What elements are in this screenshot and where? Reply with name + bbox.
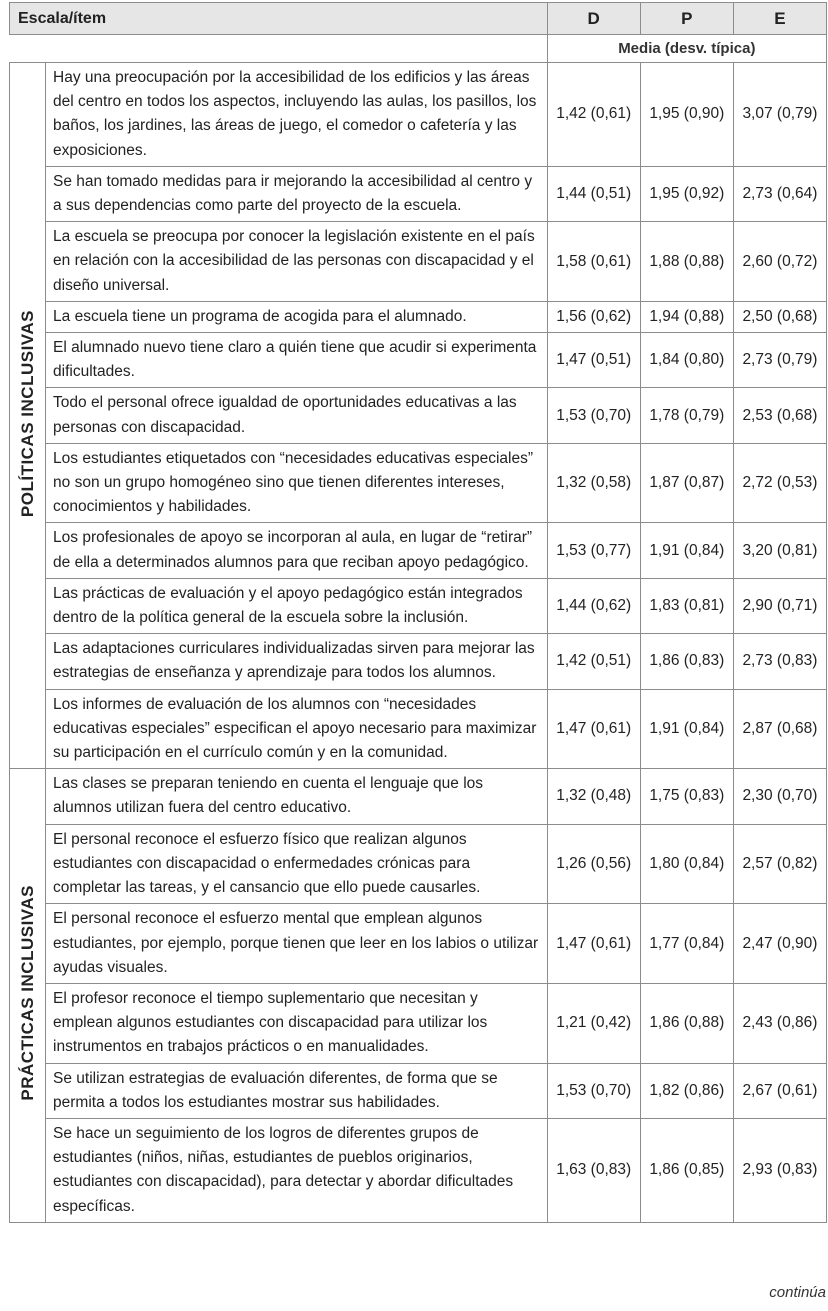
section-label: POLÍTICAS INCLUSIVAS (17, 309, 37, 517)
section-label-cell (10, 769, 46, 1222)
value-p: 1,86 (0,83) (640, 634, 733, 689)
item-text: Las prácticas de evaluación y el apoyo pedagógico están integrados dentro de la política general de la escuela sobre la inclusión. (46, 578, 548, 633)
table-row (10, 769, 827, 824)
value-d: 1,32 (0,48) (547, 769, 640, 824)
item-text: Hay una preocupación por la accesibilidad de los edificios y las áreas del centro en todos los aspectos, incluyendo las aulas, los pasillos, los baños, los jardines, las áreas de juego, el comedor o cafetería y las exposiciones. (46, 63, 548, 167)
table-row (10, 824, 827, 904)
value-d: 1,53 (0,77) (547, 523, 640, 578)
value-d: 1,47 (0,61) (547, 904, 640, 984)
value-e: 2,72 (0,53) (733, 443, 826, 523)
header-col-p: P (640, 3, 733, 35)
header-row (10, 3, 827, 35)
header-col-e: E (733, 3, 826, 35)
table-body (10, 63, 827, 1223)
value-p: 1,87 (0,87) (640, 443, 733, 523)
value-e: 3,07 (0,79) (733, 63, 826, 167)
value-p: 1,95 (0,92) (640, 166, 733, 221)
item-text: El alumnado nuevo tiene claro a quién tiene que acudir si experimenta dificultades. (46, 333, 548, 388)
item-text: Los estudiantes etiquetados con “necesidades educativas especiales” no son un grupo homogéneo sino que tienen diferentes intereses, conocimientos y habilidades. (46, 443, 548, 523)
item-text: El profesor reconoce el tiempo suplementario que necesitan y emplean algunos estudiantes con discapacidad para utilizar los instrumentos en trabajos prácticos o en manualidades. (46, 983, 548, 1063)
subheader-blank (10, 35, 548, 63)
value-p: 1,84 (0,80) (640, 333, 733, 388)
table-row (10, 333, 827, 388)
item-text: La escuela tiene un programa de acogida para el alumnado. (46, 301, 548, 332)
value-e: 2,57 (0,82) (733, 824, 826, 904)
value-p: 1,86 (0,88) (640, 983, 733, 1063)
value-d: 1,42 (0,61) (547, 63, 640, 167)
table-row (10, 904, 827, 984)
value-e: 2,50 (0,68) (733, 301, 826, 332)
item-text: El personal reconoce el esfuerzo mental que emplean algunos estudiantes, por ejemplo, porque tienen que leer en los labios o utilizar ayudas visuales. (46, 904, 548, 984)
value-p: 1,77 (0,84) (640, 904, 733, 984)
item-text: Los profesionales de apoyo se incorporan al aula, en lugar de “retirar” de ella a determinados alumnos para que reciban apoyo pedagógico. (46, 523, 548, 578)
item-text: Todo el personal ofrece igualdad de oportunidades educativas a las personas con discapacidad. (46, 388, 548, 443)
value-d: 1,21 (0,42) (547, 983, 640, 1063)
table-row (10, 222, 827, 302)
value-p: 1,83 (0,81) (640, 578, 733, 633)
value-e: 2,93 (0,83) (733, 1118, 826, 1222)
item-text: La escuela se preocupa por conocer la legislación existente en el país en relación con la accesibilidad de las personas con discapacidad y el diseño universal. (46, 222, 548, 302)
value-p: 1,91 (0,84) (640, 523, 733, 578)
value-d: 1,32 (0,58) (547, 443, 640, 523)
value-e: 2,30 (0,70) (733, 769, 826, 824)
value-p: 1,78 (0,79) (640, 388, 733, 443)
continues-note: continúa (769, 1284, 826, 1301)
value-d: 1,53 (0,70) (547, 1063, 640, 1118)
item-text: Las clases se preparan teniendo en cuenta el lenguaje que los alumnos utilizan fuera del centro educativo. (46, 769, 548, 824)
value-e: 2,53 (0,68) (733, 388, 826, 443)
subheader-label: Media (desv. típica) (547, 35, 826, 63)
value-d: 1,44 (0,51) (547, 166, 640, 221)
item-text: Los informes de evaluación de los alumnos con “necesidades educativas especiales” especifican el apoyo necesario para maximizar su participación en el currículo común y en la comunidad. (46, 689, 548, 769)
item-text: El personal reconoce el esfuerzo físico que realizan algunos estudiantes con discapacidad o enfermedades crónicas para completar las tareas, y el cansancio que ello puede causarles. (46, 824, 548, 904)
value-d: 1,56 (0,62) (547, 301, 640, 332)
section-label: PRÁCTICAS INCLUSIVAS (17, 885, 37, 1101)
value-e: 2,73 (0,64) (733, 166, 826, 221)
value-p: 1,86 (0,85) (640, 1118, 733, 1222)
value-d: 1,47 (0,61) (547, 689, 640, 769)
table-row (10, 443, 827, 523)
table-row (10, 983, 827, 1063)
table-row (10, 578, 827, 633)
value-d: 1,63 (0,83) (547, 1118, 640, 1222)
table-row (10, 634, 827, 689)
value-d: 1,44 (0,62) (547, 578, 640, 633)
value-e: 2,67 (0,61) (733, 1063, 826, 1118)
value-d: 1,47 (0,51) (547, 333, 640, 388)
value-p: 1,88 (0,88) (640, 222, 733, 302)
item-text: Las adaptaciones curriculares individualizadas sirven para mejorar las estrategias de enseñanza y aprendizaje para todos los alumnos. (46, 634, 548, 689)
table-row (10, 1118, 827, 1222)
value-p: 1,75 (0,83) (640, 769, 733, 824)
value-e: 2,73 (0,79) (733, 333, 826, 388)
subheader-row (10, 35, 827, 63)
value-p: 1,91 (0,84) (640, 689, 733, 769)
table-row (10, 301, 827, 332)
item-text: Se hace un seguimiento de los logros de diferentes grupos de estudiantes (niños, niñas, estudiantes de pueblos originarios, estudiantes con discapacidad), para detectar y abordar dificultades específicas. (46, 1118, 548, 1222)
table-row (10, 63, 827, 167)
table-row (10, 523, 827, 578)
table-row (10, 689, 827, 769)
value-d: 1,53 (0,70) (547, 388, 640, 443)
table-row (10, 388, 827, 443)
table-row (10, 166, 827, 221)
value-p: 1,95 (0,90) (640, 63, 733, 167)
value-e: 2,87 (0,68) (733, 689, 826, 769)
value-e: 2,90 (0,71) (733, 578, 826, 633)
header-scale-item: Escala/ítem (10, 3, 548, 35)
value-e: 2,73 (0,83) (733, 634, 826, 689)
value-d: 1,58 (0,61) (547, 222, 640, 302)
value-e: 2,60 (0,72) (733, 222, 826, 302)
value-e: 2,43 (0,86) (733, 983, 826, 1063)
header-col-d: D (547, 3, 640, 35)
value-p: 1,94 (0,88) (640, 301, 733, 332)
section-label-cell (10, 63, 46, 769)
value-d: 1,42 (0,51) (547, 634, 640, 689)
table-row (10, 1063, 827, 1118)
item-text: Se utilizan estrategias de evaluación diferentes, de forma que se permita a todos los estudiantes mostrar sus habilidades. (46, 1063, 548, 1118)
value-e: 3,20 (0,81) (733, 523, 826, 578)
value-p: 1,80 (0,84) (640, 824, 733, 904)
value-p: 1,82 (0,86) (640, 1063, 733, 1118)
item-text: Se han tomado medidas para ir mejorando la accesibilidad al centro y a sus dependencias como parte del proyecto de la escuela. (46, 166, 548, 221)
value-e: 2,47 (0,90) (733, 904, 826, 984)
results-table (9, 2, 827, 1223)
value-d: 1,26 (0,56) (547, 824, 640, 904)
